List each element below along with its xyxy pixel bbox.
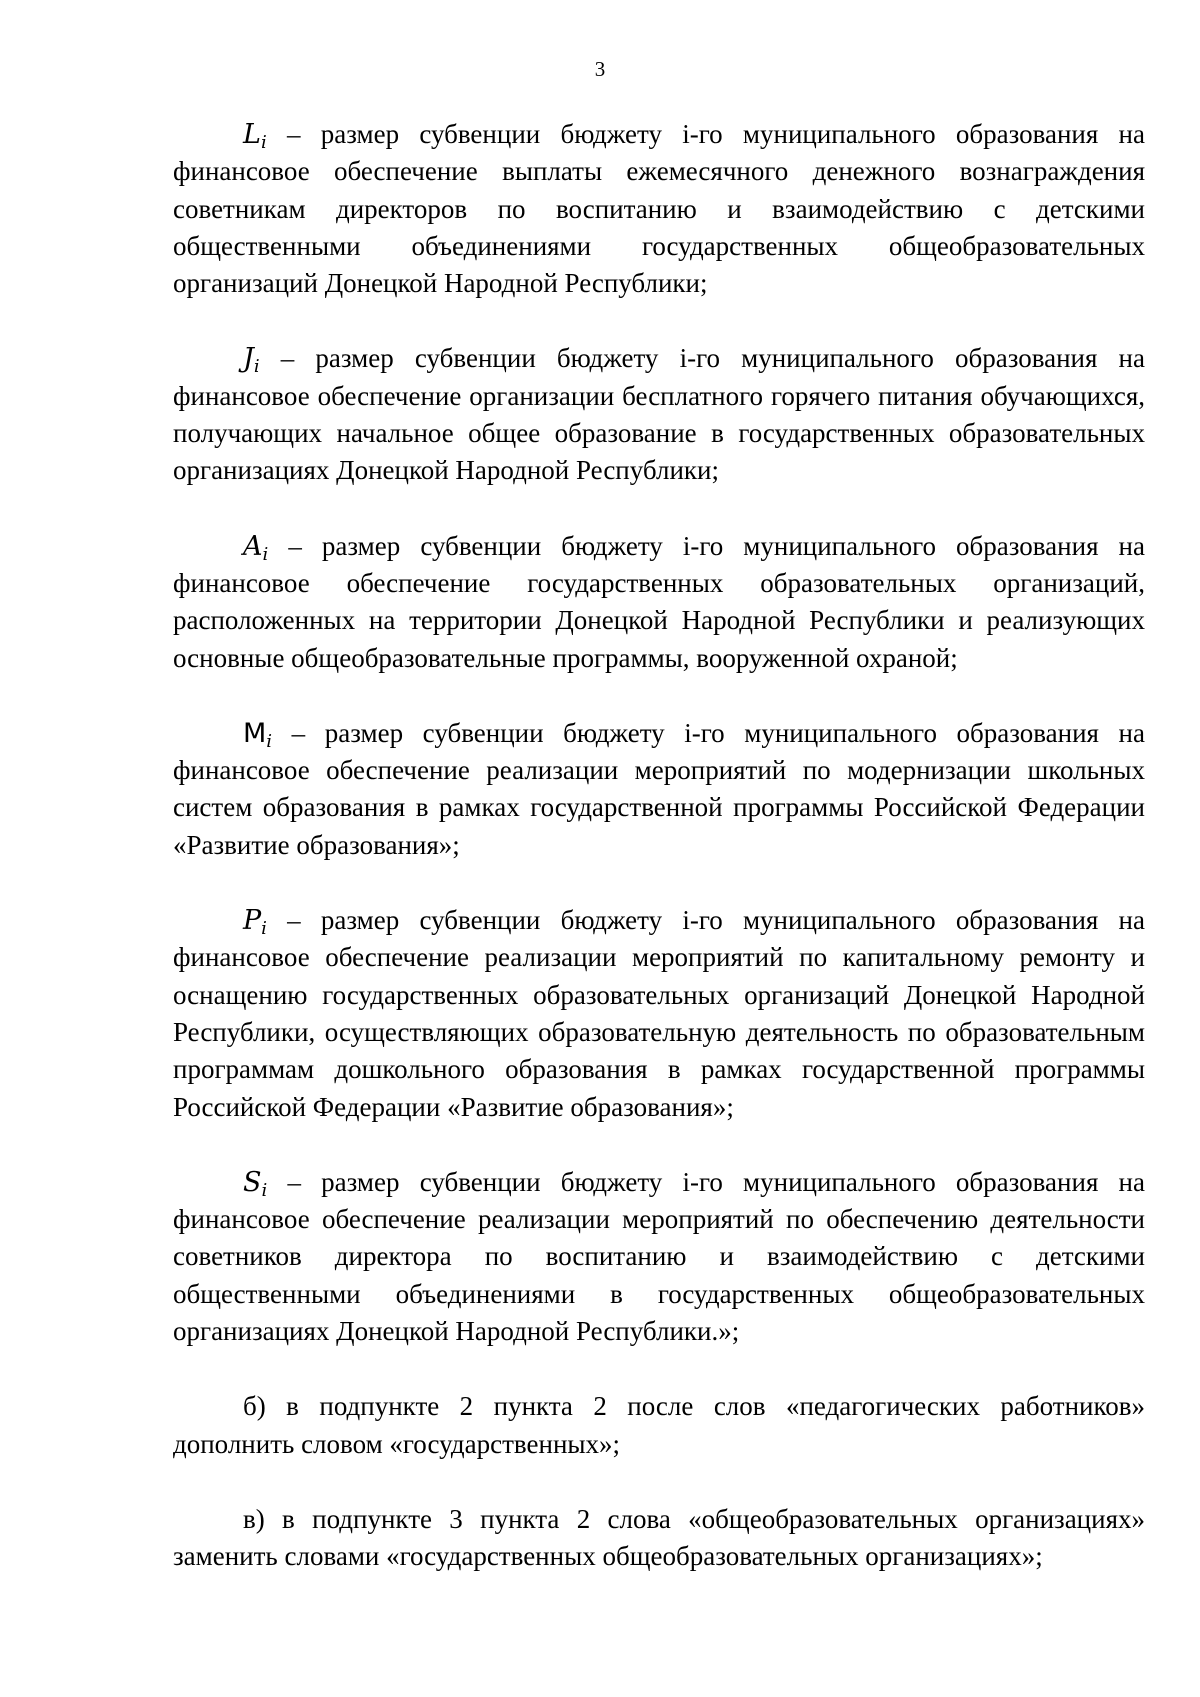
paragraph-text: – размер субвенции бюджету i-го муниципального образования на финансовое обеспечение реализации мероприятий по модернизации школьных систем образования в рамках государственной программы Российской Федерации «Развитие образования»; bbox=[173, 717, 1145, 860]
formula-symbol: S bbox=[243, 1166, 262, 1198]
definition-paragraph-j bbox=[173, 340, 1145, 489]
formula-symbol: L bbox=[243, 119, 261, 150]
formula-subscript: i bbox=[261, 918, 267, 940]
document-body bbox=[173, 116, 1145, 1614]
definition-paragraph-l bbox=[173, 116, 1145, 302]
formula-subscript: i bbox=[266, 730, 273, 752]
definition-paragraph-m bbox=[173, 715, 1145, 864]
formula-symbol: A bbox=[243, 530, 263, 562]
formula-subscript: i bbox=[261, 1179, 268, 1201]
definition-paragraph-s bbox=[173, 1164, 1145, 1350]
paragraph-text: – размер субвенции бюджету i-го муниципального образования на финансовое обеспечение организации бесплатного горячего питания обучающихся, получающих начальное общее образование в государственных образовательных организациях Донецкой Народной Республики; bbox=[173, 343, 1145, 486]
paragraph-text: – размер субвенции бюджету i-го муниципального образования на финансовое обеспечение государственных образовательных организаций, расположенных на территории Донецкой Народной Республики и реализующих основные общеобразовательные программы, вооруженной охраной; bbox=[173, 530, 1145, 673]
paragraph-text: – размер субвенции бюджету i-го муниципального образования на финансовое обеспечение выплаты ежемесячного денежного вознаграждения советникам директоров по воспитанию и взаимодействию с детскими общественными объединениями государственных общеобразовательных организаций Донецкой Народной Республики; bbox=[173, 119, 1145, 299]
paragraph-text: б) в подпункте 2 пункта 2 после слов «педагогических работников» дополнить словом «государственных»; bbox=[173, 1391, 1145, 1459]
definition-paragraph-p bbox=[173, 902, 1145, 1126]
amendment-paragraph-b bbox=[173, 1388, 1145, 1463]
formula-subscript: i bbox=[253, 356, 260, 378]
formula-subscript: i bbox=[260, 132, 267, 153]
formula-symbol: М bbox=[243, 717, 267, 749]
formula-symbol: J bbox=[243, 343, 254, 375]
formula-subscript: i bbox=[262, 543, 269, 565]
paragraph-text: – размер субвенции бюджету i-го муниципального образования на финансовое обеспечение реализации мероприятий по капитальному ремонту и оснащению государственных образовательных организаций Донецкой Народной Республики, осуществляющих образовательную деятельность по образовательным программам дошкольного образования в рамках государственной программы Российской Федерации «Развитие образования»; bbox=[173, 905, 1145, 1122]
definition-paragraph-a bbox=[173, 528, 1145, 677]
amendment-paragraph-v bbox=[173, 1501, 1145, 1576]
page-number: 3 bbox=[594, 57, 606, 81]
paragraph-text: в) в подпункте 3 пункта 2 слова «общеобразовательных организациях» заменить словами «государственных общеобразовательных организациях»; bbox=[173, 1503, 1145, 1572]
formula-symbol: P bbox=[243, 905, 262, 937]
paragraph-text: – размер субвенции бюджету i-го муниципального образования на финансовое обеспечение реализации мероприятий по обеспечению деятельности советников директора по воспитанию и взаимодействию с детскими общественными объединениями в государственных общеобразовательных организациях Донецкой Народной Республики.»; bbox=[173, 1166, 1145, 1347]
